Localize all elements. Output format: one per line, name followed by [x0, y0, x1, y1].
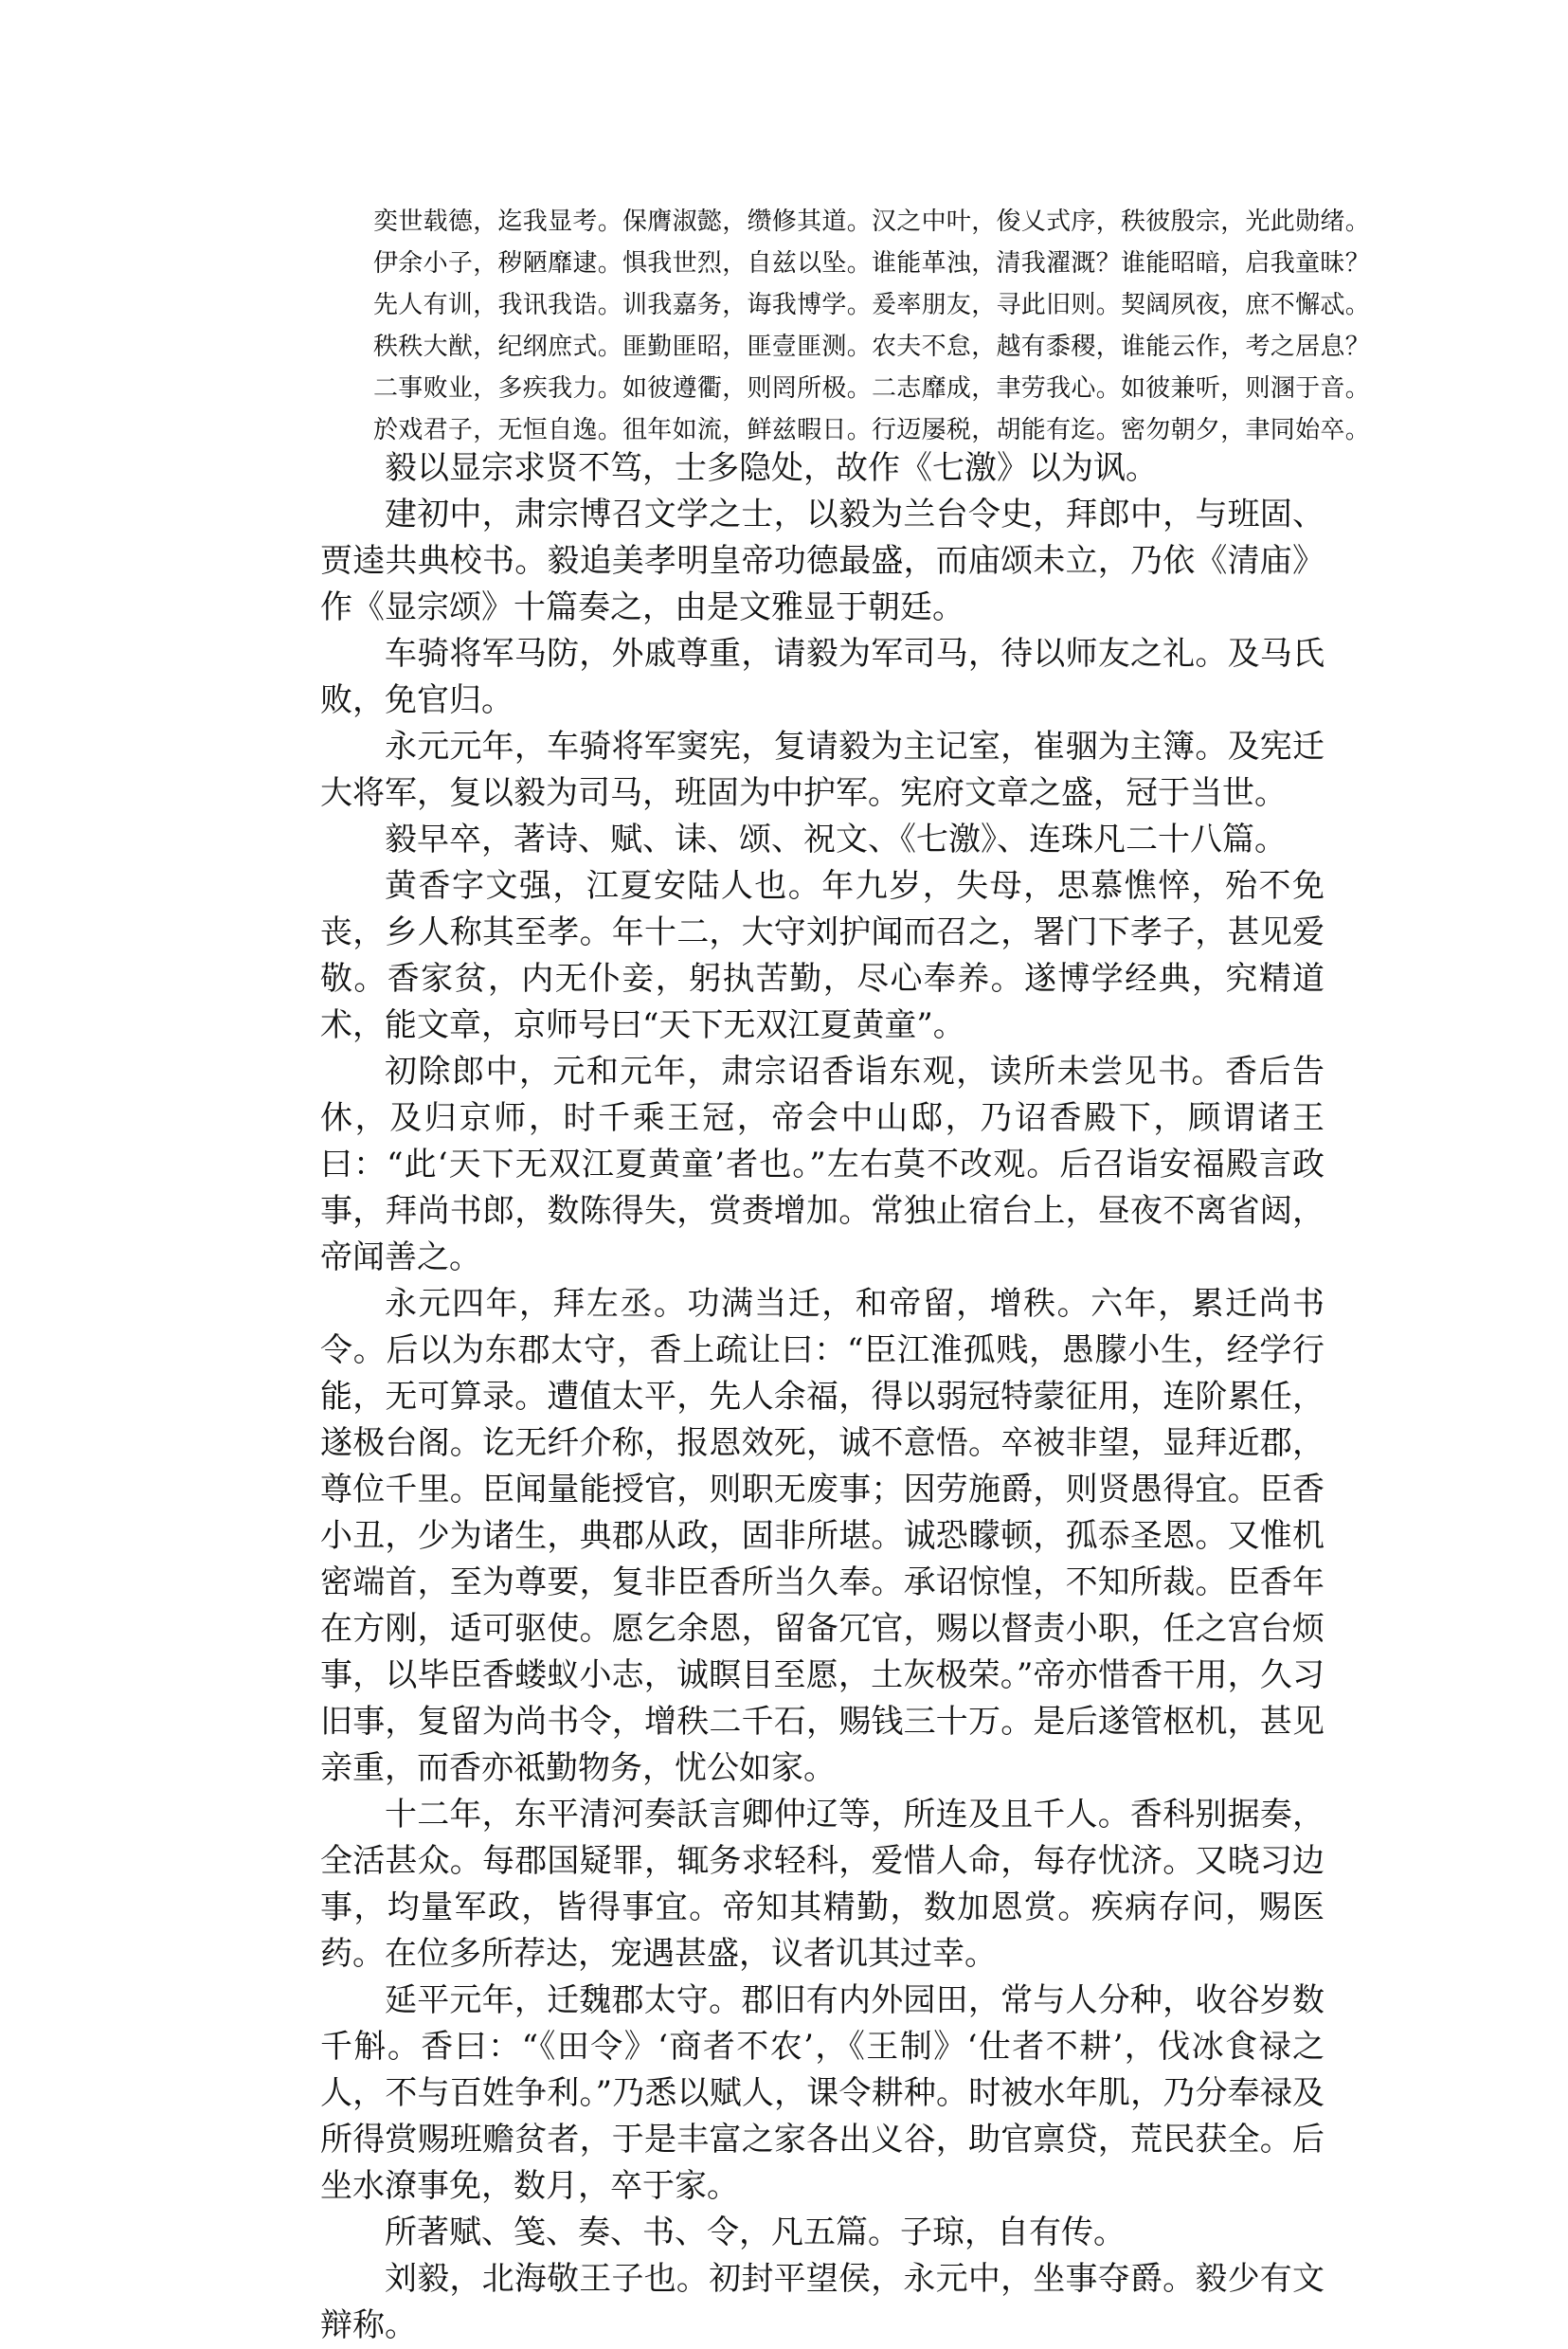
paragraph: 十二年，东平清河奏訞言卿仲辽等，所连及且千人。香科别据奏，全活甚众。每郡国疑罪，辄务求轻科，爱惜人命，每存忧济。又晓习边事，均量军政，皆得事宜。帝知其精勤，数加恩赏。疾病存问，赐医药。在位多所荐达，宠遇甚盛，议者讥其过幸。: [320, 1796, 1325, 1973]
paragraph: 车骑将军马防，外戚尊重，请毅为军司马，待以师友之礼。及马氏败，免官归。: [320, 635, 1325, 719]
verse-line: 秩秩大猷，纪纲庶式。匪勤匪昭，匪壹匪测。农夫不怠，越有黍稷，谁能云作，考之居息？: [373, 333, 1371, 361]
verse-block: [373, 201, 1371, 451]
paragraph: 毅早卒，著诗、赋、诔、颂、祝文、《七激》、连珠凡二十八篇。: [385, 821, 1287, 858]
paragraph: 刘毅，北海敬王子也。初封平望侯，永元中，坐事夺爵。毅少有文辩称。: [320, 2260, 1325, 2344]
paragraph: 延平元年，迁魏郡太守。郡旧有内外园田，常与人分种，收谷岁数千斛。香曰：“《田令》‘商者不农’，《王制》‘仕者不耕’，伐冰食禄之人，不与百姓争利。”乃悉以赋人，课令耕种。时被水年肌，乃分奉禄及所得赏赐班赡贫者，于是丰富之家各出义谷，助官禀贷，荒民获全。后坐水潦事免，数月，卒于家。: [320, 1981, 1325, 2205]
paragraph: 黄香字文强，江夏安陆人也。年九岁，失母，思慕憔悴，殆不免丧，乡人称其至孝。年十二，大守刘护闻而召之，署门下孝子，甚见爱敬。香家贫，内无仆妾，躬执苦勤，尽心奉养。遂博学经典，究精道术，能文章，京师号曰“天下无双江夏黄童”。: [320, 867, 1325, 1044]
verse-line: 於戏君子，无恒自逸。徂年如流，鲜兹暇日。行迈屡税，胡能有迄。密勿朝夕，聿同始卒。: [373, 416, 1371, 444]
prose-block: [320, 445, 1325, 2349]
paragraph: 永元四年，拜左丞。功满当迁，和帝留，增秩。六年，累迁尚书令。后以为东郡太守，香上疏让曰：“臣江淮孤贱，愚朦小生，经学行能，无可算录。遭值太平，先人余福，得以弱冠特蒙征用，连阶累任，遂极台阁。讫无纤介称，报恩效死，诚不意悟。卒被非望，显拜近郡，尊位千里。臣闻量能授官，则职无废事；因劳施爵，则贤愚得宜。臣香小丑，少为诸生，典郡从政，固非所堪。诚恐矇顿，孤忝圣恩。又惟机密端首，至为尊要，复非臣香所当久奉。承诏惊惶，不知所裁。臣香年在方刚，适可驱使。愿乞余恩，留备冗官，赐以督责小职，任之宫台烦事，以毕臣香蝼蚁小志，诚瞑目至愿，土灰极荣。”帝亦惜香干用，久习旧事，复留为尚书令，增秩二千石，赐钱三十万。是后遂管枢机，甚见亲重，而香亦祗勤物务，忧公如家。: [320, 1285, 1325, 1787]
paragraph: 初除郎中，元和元年，肃宗诏香诣东观，读所未尝见书。香后告休，及归京师，时千乘王冠，帝会中山邸，乃诏香殿下，顾谓诸王曰：“此‘天下无双江夏黄童’者也。”左右莫不改观。后召诣安福殿言政事，拜尚书郎，数陈得失，赏赉增加。常独止宿台上，昼夜不离省闼，帝闻善之。: [320, 1053, 1325, 1276]
paragraph: 毅以显宗求贤不笃，士多隐处，故作《七激》以为讽。: [385, 449, 1158, 487]
verse-line: 二事败业，多疾我力。如彼遵衢，则罔所极。二志靡成，聿劳我心。如彼兼听，则溷于音。: [373, 374, 1371, 403]
verse-line: 伊余小子，秽陋靡逮。惧我世烈，自兹以坠。谁能革浊，清我濯溉？谁能昭暗，启我童昧？: [373, 249, 1371, 278]
verse-line: 奕世载德，迄我显考。保膺淑懿，缵修其道。汉之中叶，俊乂式序，秩彼殷宗，光此勋绪。: [373, 208, 1371, 236]
paragraph: 建初中，肃宗博召文学之士，以毅为兰台令史，拜郎中，与班固、贾逵共典校书。毅追美孝明皇帝功德最盛，而庙颂未立，乃依《清庙》作《显宗颂》十篇奏之，由是文雅显于朝廷。: [320, 496, 1325, 626]
paragraph: 所著赋、笺、奏、书、令，凡五篇。子琼，自有传。: [385, 2213, 1126, 2251]
paragraph: 永元元年，车骑将军窦宪，复请毅为主记室，崔骃为主簿。及宪迁大将军，复以毅为司马，班固为中护军。宪府文章之盛，冠于当世。: [320, 728, 1325, 812]
verse-line: 先人有训，我讯我诰。训我嘉务，诲我博学。爰率朋友，寻此旧则。契阔夙夜，庶不懈忒。: [373, 291, 1371, 319]
